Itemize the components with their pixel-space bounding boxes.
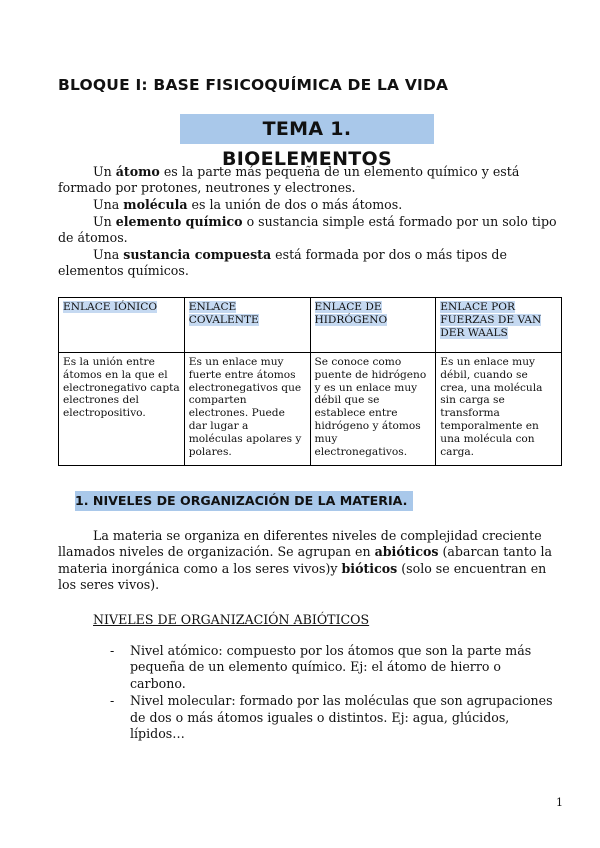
list-item: - Nivel atómico: compuesto por los átomos que son la parte más pequeña de un elemento químico. Ej: el átomo de hierro o carbono. (110, 643, 532, 691)
cell-ionic-bond: Es la unión entre átomos en la que el electronegativo capta electrones del electropositivo. (59, 353, 185, 466)
abiotic-levels-heading: NIVELES DE ORGANIZACIÓN ABIÓTICOS (93, 612, 370, 627)
term-biotic: bióticos (341, 560, 398, 576)
definition-compound: Una sustancia compuesta está formada por dos o más tipos de elementos químicos. (58, 247, 507, 279)
term-abiotic: abióticos (374, 544, 439, 560)
cell-covalent-bond: Es un enlace muy fuerte entre átomos electronegativos que comparten electrones. Puede dar lugar a moléculas apolares y polares. (184, 353, 310, 466)
term-compound: sustancia compuesta (123, 247, 272, 262)
section-intro: La materia se organiza en diferentes niveles de complejidad creciente llamados niveles de organización. Se agrupan en abióticos (abarcan tanto la materia inorgánica como a los seres vivos)y bióticos (solo se encuentran en los seres vivos). (58, 528, 553, 593)
list-item: - Nivel molecular: formado por las moléculas que son agrupaciones de dos o más átomos iguales o distintos. Ej: agua, glúcidos, lípidos… (110, 693, 553, 742)
block-title: BLOQUE I: BASE FISICOQUÍMICA DE LA VIDA (58, 76, 449, 94)
header-ionic-bond: ENLACE IÓNICO (59, 298, 185, 353)
definition-atom: Un átomo es la parte más pequeña de un elemento químico y está formado por protones, neutrones y electrones. (58, 164, 520, 196)
term-element: elemento químico (115, 214, 243, 229)
table-header-row (59, 298, 562, 353)
cell-van-der-waals-bond: Es un enlace muy débil, cuando se crea, una molécula sin carga se transforma temporalmente en una molécula con carga. (436, 353, 562, 466)
topic-title: TEMA 1. BIOELEMENTOS (180, 114, 434, 144)
bullet-dash: - (110, 693, 115, 709)
page-number: 1 (556, 796, 563, 809)
term-molecule: molécula (123, 197, 188, 212)
header-covalent-bond: ENLACE COVALENTE (184, 298, 310, 353)
abiotic-levels-list (110, 643, 560, 743)
bonds-table (58, 297, 562, 466)
definition-molecule: Una molécula es la unión de dos o más átomos. (93, 197, 403, 212)
section-title: 1. NIVELES DE ORGANIZACIÓN DE LA MATERIA. (75, 491, 413, 511)
header-van-der-waals-bond: ENLACE POR FUERZAS DE VAN DER WAALS (436, 298, 562, 353)
term-atom: átomo (115, 164, 160, 179)
cell-hydrogen-bond: Se conoce como puente de hidrógeno y es un enlace muy débil que se establece entre hidrógeno y átomos muy electronegativos. (310, 353, 436, 466)
table-row (59, 353, 562, 466)
bullet-dash: - (110, 643, 115, 658)
header-hydrogen-bond: ENLACE DE HIDRÓGENO (310, 298, 436, 353)
definition-element: Un elemento químico o sustancia simple está formado por un solo tipo de átomos. (58, 214, 557, 246)
